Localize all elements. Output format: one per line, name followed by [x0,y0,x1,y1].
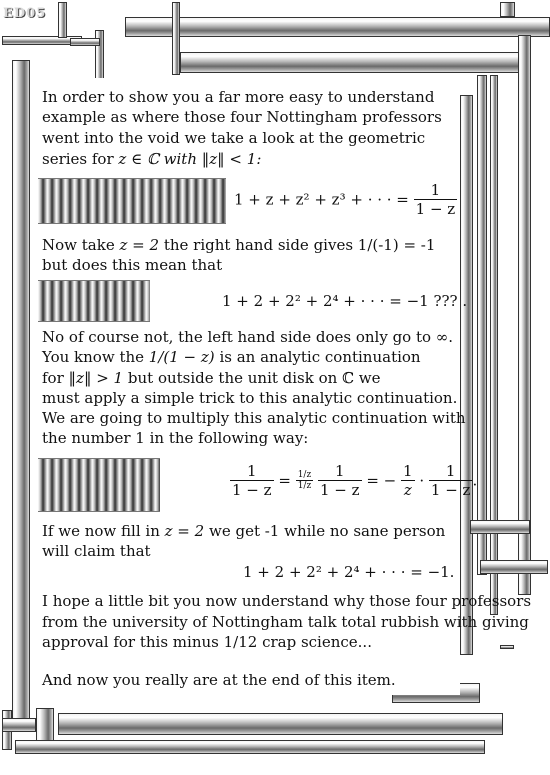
inline-math: ‖z‖ > 1 [68,369,124,387]
variable: z [403,481,412,499]
numerator: 1/z [297,470,312,480]
paragraph-line [42,522,445,542]
paragraph-line: the number 1 in the following way: [42,429,309,447]
inline-math: z ∈ ℂ with ‖z‖ < 1: [118,150,262,168]
inline-text: You know the [42,348,145,366]
stripe-decoration [38,178,226,224]
equation-lhs: 1 + z + z² + z³ + · · · = [234,190,409,209]
paragraph-line: No of course not, the left hand side does only go to ∞. [42,328,454,346]
frame-bar [12,60,30,720]
site-logo: ED05 [3,6,47,21]
denominator: 1 − z [430,481,471,499]
frame-bar [2,718,36,732]
paragraph-line: We are going to multiply this analytic continuation with [42,409,466,427]
equals-minus: = − [366,471,397,490]
frame-bar [172,2,180,75]
stripe-decoration [38,280,150,322]
paragraph-line: but does this mean that [42,256,223,274]
fraction [296,470,314,491]
fraction [414,181,458,218]
denominator [401,480,415,499]
inline-text: series for [42,150,114,168]
paragraph-line: must apply a simple trick to this analytic continuation. [42,389,458,407]
paragraph-line [42,369,381,389]
frame-bar [480,560,548,574]
numerator: 1 [403,462,413,480]
frame-bar [460,95,473,655]
paragraph-line: In order to show you a far more easy to understand [42,88,435,106]
frame-bar [500,645,514,649]
denominator: 1 − z [232,481,272,499]
frame-bar [70,38,100,46]
frame-bar [58,713,503,735]
fraction [429,462,473,499]
frame-bar [470,520,530,534]
paragraph-line [42,150,261,170]
frame-bar [125,17,550,37]
numerator: 1 [334,462,345,480]
denominator: 1/z [297,481,312,491]
frame-bar [58,2,67,38]
numerator: 1 [430,181,441,199]
paragraph-line [42,348,421,368]
frame-bar [180,52,520,73]
inline-text: If we now fill in [42,522,160,540]
multiply-dot: · [419,471,425,490]
paragraph-line: example as where those four Nottingham professors [42,108,442,126]
fraction [230,462,274,499]
paragraph-line: I hope a little bit you now understand why those four professors [42,592,532,610]
equation-continuation-trick [230,462,477,499]
paragraph-line [42,236,435,256]
inline-text: we get -1 while no sane person [208,522,446,540]
frame-bar [518,35,531,595]
paragraph-line: will claim that [42,542,151,560]
frame-bar [500,2,515,17]
equation-divergent-series: 1 + 2 + 2² + 2⁴ + · · · = −1 ??? . [222,292,468,310]
equation-final-series: 1 + 2 + 2² + 2⁴ + · · · = −1. [243,563,455,581]
period: . [472,471,478,490]
fraction [401,462,415,499]
inline-text: but outside the unit disk on ℂ we [127,369,381,387]
numerator: 1 [445,462,456,480]
paragraph-line: went into the void we take a look at the geometric [42,129,426,147]
equation-geometric-series [234,181,457,218]
inline-text: for [42,369,64,387]
inline-text: the right hand side gives 1/(-1) = -1 [163,236,436,254]
paragraph-line: from the university of Nottingham talk total rubbish with giving [42,613,529,631]
stripe-decoration [38,458,160,512]
frame-bar [490,75,498,615]
numerator: 1 [247,462,257,480]
frame-bar [15,740,485,754]
paragraph-line: approval for this minus 1/12 crap science... [42,633,372,651]
closing-line: And now you really are at the end of this item. [42,671,396,689]
denominator: 1 − z [415,200,456,218]
inline-text: is an analytic continuation [219,348,421,366]
inline-math: z = 2 [164,522,205,540]
inline-math: z = 2 [119,236,160,254]
equals-sign: = [278,471,291,490]
inline-math: 1/(1 − z) [148,348,215,366]
denominator: 1 − z [319,481,360,499]
frame-bar [477,75,487,575]
fraction [318,462,362,499]
inline-text: Now take [42,236,115,254]
